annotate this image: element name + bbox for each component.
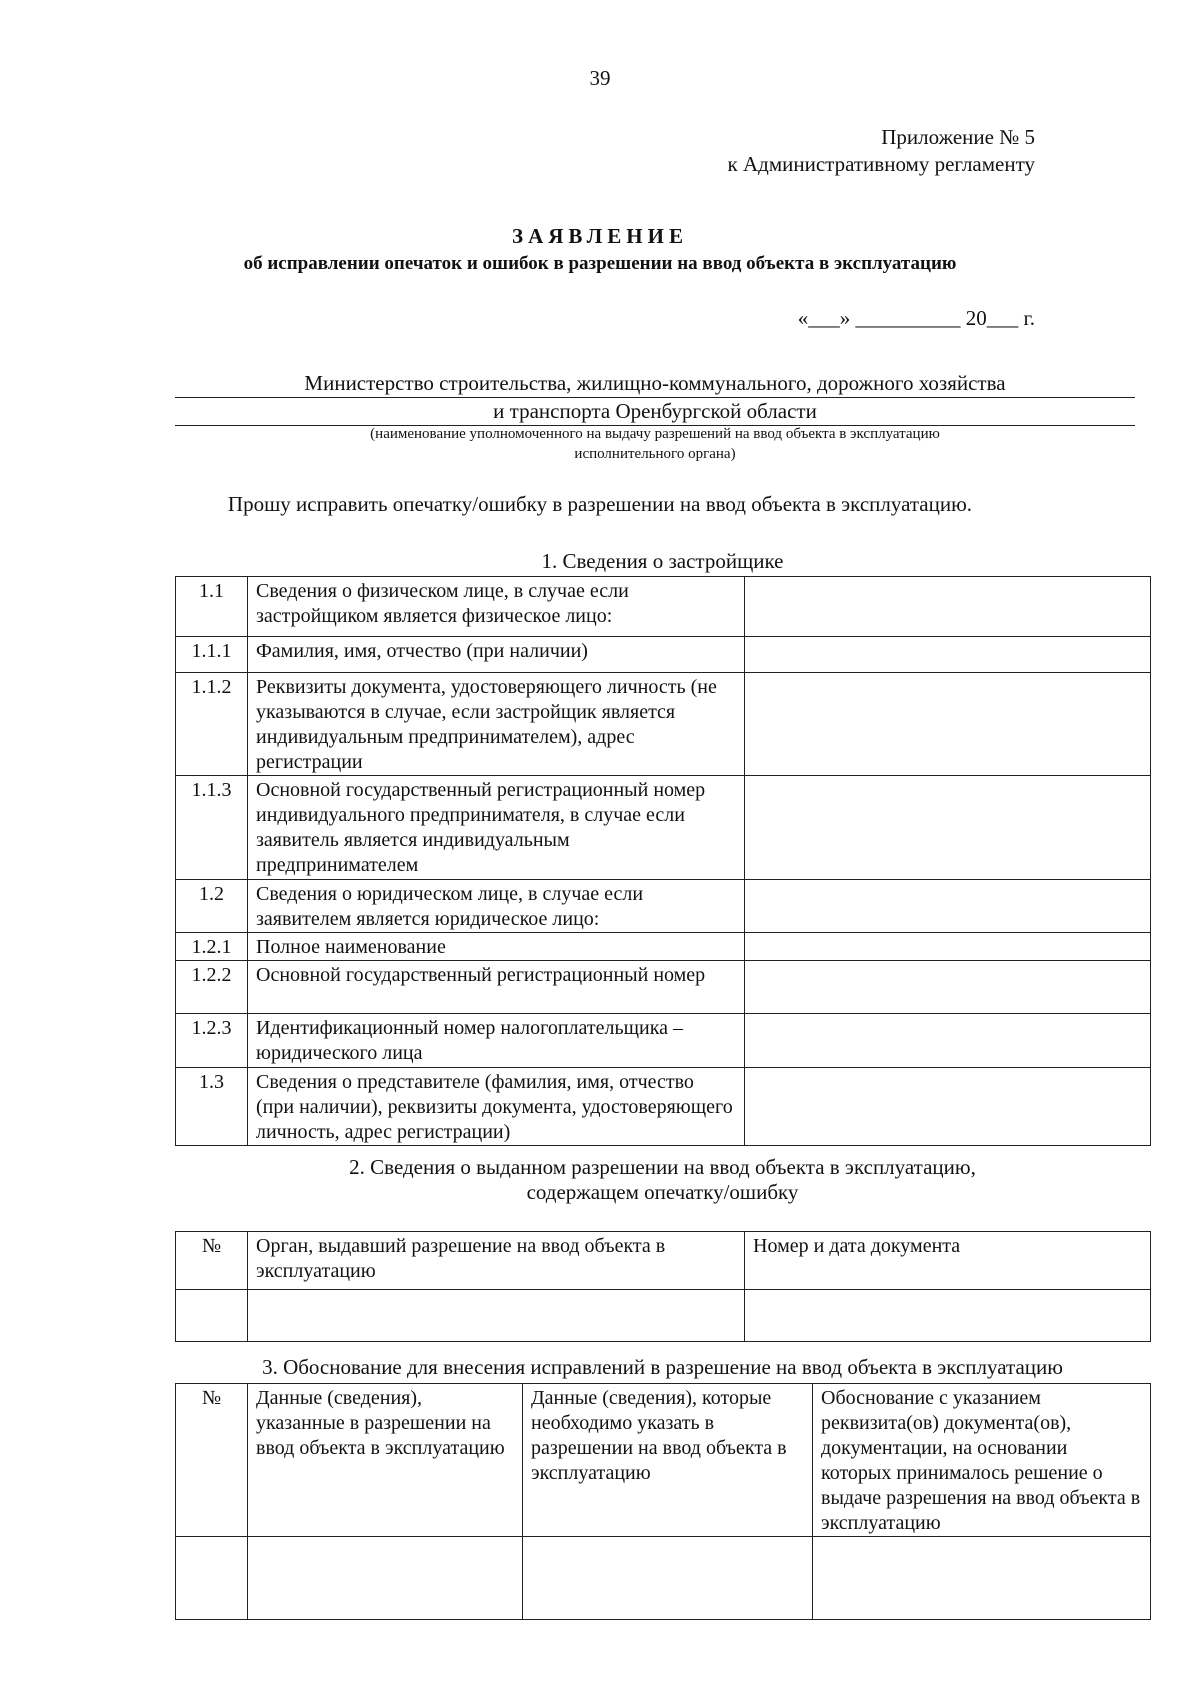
request-text: Прошу исправить опечатку/ошибку в разрешении на ввод объекта в эксплуатацию. [227,492,973,516]
row-number: 1.1.2 [176,673,248,776]
table-row [176,1537,1151,1620]
cell-input[interactable] [176,1537,248,1620]
column-header: Орган, выдавший разрешение на ввод объекта в эксплуатацию [248,1232,745,1290]
appendix-header [728,124,1035,178]
permit-info-table [175,1231,1151,1342]
column-header: № [176,1232,248,1290]
section2-heading [175,1155,1150,1205]
row-value-field[interactable] [745,577,1151,637]
section2-heading-line-2: содержащем опечатку/ошибку [526,1180,799,1204]
row-value-field[interactable] [745,880,1151,933]
row-number: 1.2 [176,880,248,933]
cell-input[interactable] [248,1537,523,1620]
table-row [176,637,1151,673]
document-subtitle: об исправлении опечаток и ошибок в разрешении на ввод объекта в эксплуатацию [243,253,957,274]
row-value-field[interactable] [745,961,1151,1014]
row-label: Сведения о юридическом лице, в случае если заявителем является юридическое лицо: [248,880,745,933]
developer-info-table [175,576,1151,1146]
organization-line-2: и транспорта Оренбургской области [175,398,1135,426]
table-row [176,577,1151,637]
organization-line-1: Министерство строительства, жилищно-коммунального, дорожного хозяйства [175,370,1135,398]
column-header: Данные (сведения), которые необходимо указать в разрешении на ввод объекта в эксплуатацию [523,1384,813,1537]
row-number: 1.2.2 [176,961,248,1014]
table-row [176,933,1151,961]
row-number: 1.1 [176,577,248,637]
row-label: Сведения о представителе (фамилия, имя, отчество (при наличии), реквизиты документа, удостоверяющего личность, адрес регистрации) [248,1068,745,1146]
organization-hint-line-1: (наименование уполномоченного на выдачу разрешений на ввод объекта в эксплуатацию [370,426,940,442]
column-header: Данные (сведения), указанные в разрешении на ввод объекта в эксплуатацию [248,1384,523,1537]
date-line: «___» __________ 20___ г. [797,306,1035,330]
row-value-field[interactable] [745,933,1151,961]
document-title: ЗАЯВЛЕНИЕ [512,224,688,248]
organization-hint-line-2: исполнительного органа) [574,446,736,462]
section1-heading: 1. Сведения о застройщике [541,549,784,573]
column-header: Обоснование с указанием реквизита(ов) документа(ов), документации, на основании которых принималось решение о выдаче разрешения на ввод объекта в эксплуатацию [813,1384,1151,1537]
row-label: Идентификационный номер налогоплательщика – юридического лица [248,1014,745,1068]
organization-name [175,370,1135,426]
table-header-row [176,1232,1151,1290]
table-row [176,776,1151,880]
cell-input[interactable] [813,1537,1151,1620]
table-row [176,673,1151,776]
table-row [176,1068,1151,1146]
row-value-field[interactable] [745,1068,1151,1146]
table-header-row [176,1384,1151,1537]
row-value-field[interactable] [745,1014,1151,1068]
organization-hint [175,424,1135,464]
row-number: 1.1.3 [176,776,248,880]
row-label: Сведения о физическом лице, в случае если застройщиком является физическое лицо: [248,577,745,637]
row-label: Фамилия, имя, отчество (при наличии) [248,637,745,673]
row-value-field[interactable] [745,776,1151,880]
appendix-reference: к Административному регламенту [727,152,1035,176]
row-number: 1.1.1 [176,637,248,673]
row-label: Полное наименование [248,933,745,961]
section2-heading-line-1: 2. Сведения о выданном разрешении на ввод объекта в эксплуатацию, [349,1155,976,1179]
row-value-field[interactable] [745,673,1151,776]
cell-input[interactable] [248,1290,745,1342]
table-row [176,1014,1151,1068]
column-header: Номер и дата документа [745,1232,1151,1290]
row-label: Основной государственный регистрационный номер индивидуального предпринимателя, в случае если заявитель является индивидуальным предпринимателем [248,776,745,880]
row-value-field[interactable] [745,637,1151,673]
row-number: 1.2.1 [176,933,248,961]
row-label: Основной государственный регистрационный номер [248,961,745,1014]
section3-heading: 3. Обоснование для внесения исправлений в разрешение на ввод объекта в эксплуатацию [262,1355,1063,1379]
table-row [176,880,1151,933]
row-number: 1.3 [176,1068,248,1146]
table-row [176,1290,1151,1342]
page-number: 39 [589,66,611,90]
cell-input[interactable] [176,1290,248,1342]
table-row [176,961,1151,1014]
appendix-number: Приложение № 5 [881,125,1035,149]
row-label: Реквизиты документа, удостоверяющего личность (не указываются в случае, если застройщик является индивидуальным предпринимателем), адрес регистрации [248,673,745,776]
correction-basis-table [175,1383,1151,1620]
cell-input[interactable] [523,1537,813,1620]
column-header: № [176,1384,248,1537]
row-number: 1.2.3 [176,1014,248,1068]
cell-input[interactable] [745,1290,1151,1342]
